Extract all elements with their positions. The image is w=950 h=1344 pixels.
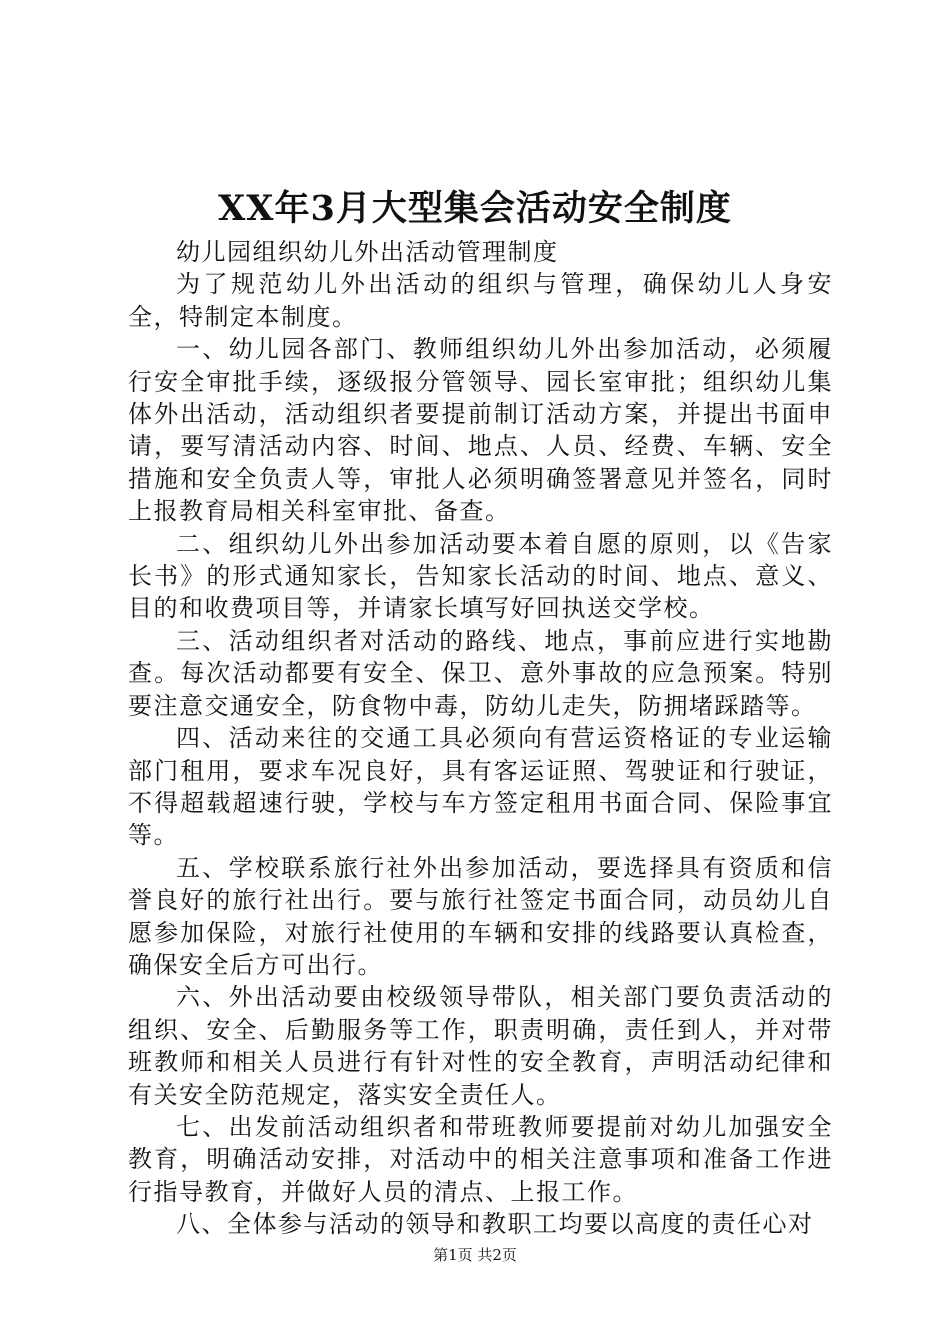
page-title: XX年3月大型集会活动安全制度 bbox=[218, 188, 732, 229]
document-body bbox=[128, 236, 833, 1241]
rule-paragraph-7: 七、出发前活动组织者和带班教师要提前对幼儿加强安全教育，明确活动安排，对活动中的相关注意事项和准备工作进行指导教育，并做好人员的清点、上报工作。 bbox=[128, 1112, 833, 1206]
page-footer: 第1页 共2页 bbox=[433, 1246, 517, 1264]
rule-paragraph-8: 八、全体参与活动的领导和教职工均要以高度的责任心对 bbox=[176, 1210, 814, 1239]
rule-paragraph-4: 四、活动来往的交通工具必须向有营运资格证的专业运输部门租用，要求车况良好，具有客运证照、驾驶证和行驶证，不得超载超速行驶，学校与车方签定租用书面合同、保险事宜等。 bbox=[128, 724, 833, 850]
rule-paragraph-2: 二、组织幼儿外出参加活动要本着自愿的原则，以《告家长书》的形式通知家长，告知家长活动的时间、地点、意义、目的和收费项目等，并请家长填写好回执送交学校。 bbox=[128, 529, 833, 623]
rule-paragraph-3: 三、活动组织者对活动的路线、地点，事前应进行实地勘查。每次活动都要有安全、保卫、意外事故的应急预案。特别要注意交通安全，防食物中毒，防幼儿走失，防拥堵踩踏等。 bbox=[128, 626, 833, 720]
subtitle-paragraph: 幼儿园组织幼儿外出活动管理制度 bbox=[176, 238, 559, 266]
rule-paragraph-6: 六、外出活动要由校级领导带队，相关部门要负责活动的组织、安全、后勤服务等工作，职责明确，责任到人，并对带班教师和相关人员进行有针对性的安全教育，声明活动纪律和有关安全防范规定，落实安全责任人。 bbox=[128, 983, 833, 1109]
intro-paragraph: 为了规范幼儿外出活动的组织与管理，确保幼儿人身安全，特制定本制度。 bbox=[128, 270, 833, 331]
rule-paragraph-5: 五、学校联系旅行社外出参加活动，要选择具有资质和信誉良好的旅行社出行。要与旅行社签定书面合同，动员幼儿自愿参加保险，对旅行社使用的车辆和安排的线路要认真检查，确保安全后方可出行。 bbox=[128, 853, 833, 979]
rule-paragraph-1: 一、幼儿园各部门、教师组织幼儿外出参加活动，必须履行安全审批手续，逐级报分管领导、园长室审批；组织幼儿集体外出活动，活动组织者要提前制订活动方案，并提出书面申请，要写清活动内容、时间、地点、人员、经费、车辆、安全措施和安全负责人等，审批人必须明确签署意见并签名，同时上报教育局相关科室审批、备查。 bbox=[128, 335, 833, 526]
